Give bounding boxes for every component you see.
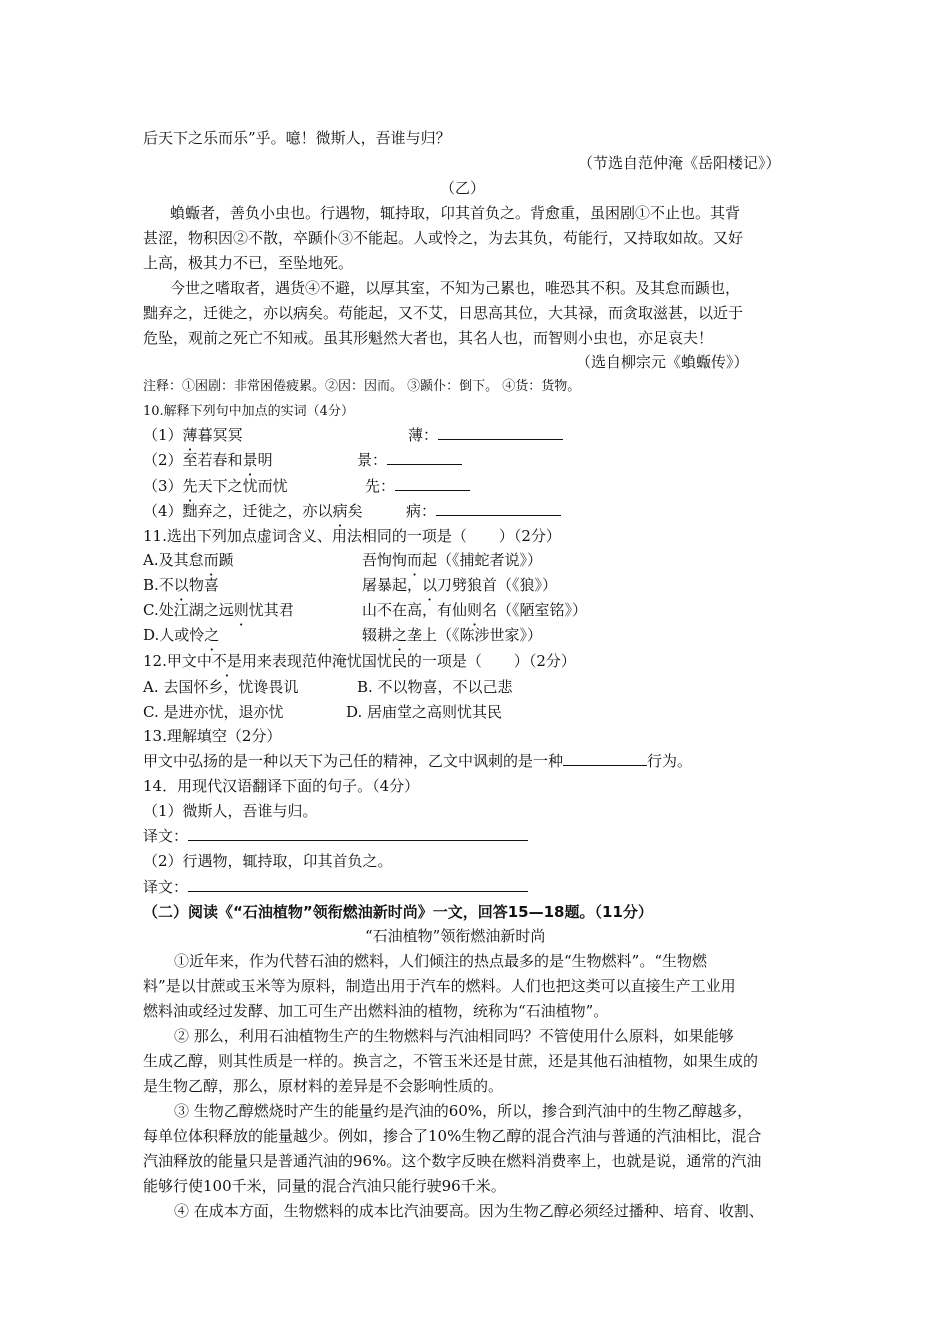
q11-option-d-right: 辍耕之垄上（《陈涉世家》） [362, 626, 543, 644]
q13-stem: 13.理解填空（2分） [143, 727, 282, 745]
q10-answer-3: 先： [365, 476, 470, 496]
yi-p1-line1: 蝜蝂者，善负小虫也。行遇物，辄持取，卬其首负之。背愈重，虽困剧①不止也。其背 [170, 204, 741, 222]
q14-stem: 14．用现代汉语翻译下面的句子。（4分） [143, 777, 420, 795]
article-p2-line3: 是生物乙醇，那么，原材料的差异是不会影响性质的。 [143, 1077, 504, 1095]
q12-stem: 12.甲文中不是用来表现范仲淹忧国忧民的一项是（ ）（2分） [143, 652, 576, 670]
q11-option-b-left: B.不以物喜 [143, 576, 219, 594]
dotted-word: 而 [407, 551, 423, 569]
dotted-word: 先 [182, 477, 198, 495]
dotted-word: 之 [204, 626, 220, 644]
q10-answer-4: 病： [406, 501, 561, 521]
answer-blank[interactable] [563, 751, 647, 766]
article-p3-line3: 汽油释放的能量只是普通汽油的96%。这个数字反映在燃料消费率上，也就是说，通常的汽油 [143, 1152, 762, 1170]
dotted-word: 以 [422, 576, 438, 594]
q12-option-c: C. 是进亦忧，退亦忧 [143, 703, 284, 721]
answer-blank[interactable] [387, 450, 462, 465]
q11-option-d-left: D.人或怜之 [143, 626, 220, 644]
jia-source: （节选自范仲淹《岳阳楼记》） [578, 154, 781, 172]
dotted-word: 病 [332, 502, 348, 520]
q10-item-1: （1）薄暮冥冥 [143, 426, 243, 444]
q11-option-c-right: 山不在高，有仙则名（《陋室铭》） [362, 601, 588, 619]
yi-source: （选自柳宗元《蝜蝂传》） [576, 353, 749, 371]
q11-option-a-right: 吾恂恂而起（《捕蛇者说》） [362, 551, 543, 569]
q10-answer-2: 景： [357, 450, 462, 470]
answer-blank[interactable] [436, 501, 561, 516]
q14-sentence-1: （1）微斯人，吾谁与归。 [143, 802, 318, 820]
dotted-word: 则 [233, 601, 249, 619]
answer-blank[interactable] [188, 826, 528, 841]
q11-option-c-left: C.处江湖之远则忧其君 [143, 601, 294, 619]
article-p1-line3: 燃料油或经过发酵、加工可生产出燃料油的植物，统称为“石油植物”。 [143, 1002, 609, 1020]
article-p4-line1: ④ 在成本方面，生物燃料的成本比汽油要高。因为生物乙醇必须经过播种、培育、收割、 [174, 1202, 764, 1220]
yi-p1-line3: 上高，极其力不已，至坠地死。 [143, 254, 354, 272]
q13-text: 甲文中弘扬的是一种以天下为己任的精神，乙文中讽刺的是一种 行为。 [143, 752, 693, 770]
section2-heading: （二）阅读《“石油植物”领衔燃油新时尚》一文，回答15—18题。（11分） [143, 903, 653, 921]
q10-stem: 10.解释下列句中加点的实词（4分） [143, 404, 354, 419]
yi-title: （乙） [440, 179, 486, 197]
answer-blank[interactable] [438, 425, 563, 440]
yi-p1-line2: 甚涩，物积因②不散，卒踬仆③不能起。人或怜之，为去其负，苟能行，又持取如故。又好 [143, 229, 744, 247]
dotted-word: 薄 [182, 426, 198, 444]
dotted-word: 则 [467, 601, 483, 619]
article-p3-line1: ③ 生物乙醇燃烧时产生的能量约是汽油的60%，所以，掺合到汽油中的生物乙醇越多， [174, 1102, 753, 1120]
dotted-word: 而 [203, 551, 219, 569]
q14-sentence-2: （2）行遇物，辄持取，卬其首负之。 [143, 852, 393, 870]
q12-option-a: A. 去国怀乡，忧谗畏讥 [143, 678, 299, 696]
q12-option-d: D. 居庙堂之高则忧其民 [346, 703, 503, 721]
article-p1-line2: 料”是以甘蔗或玉米等为原料，制造出用于汽车的燃料。人们也把这类可以直接生产工业用 [143, 977, 736, 995]
yi-p2-line3: 危坠，观前之死亡不知戒。虽其形魁然大者也，其名人也，而智则小虫也，亦足哀夫！ [143, 329, 714, 347]
q10-item-3: （3）先天下之忧而忧 [143, 477, 288, 495]
dotted-word: 景 [242, 451, 258, 469]
q14-translation-2: 译文： [143, 877, 528, 897]
dotted-word: 以 [173, 576, 189, 594]
q10-item-4: （4）黜弃之，迁徙之，亦以病矣 [143, 502, 363, 520]
article-p3-line2: 每单位体积释放的能量越少。例如，掺合了10%生物乙醇的混合汽油与普通的汽油相比，混合 [143, 1127, 762, 1145]
article-p2-line2: 生成乙醇，则其性质是一样的。换言之，不管玉米还是甘蔗，还是其他石油植物，如果生成的 [143, 1052, 759, 1070]
article-title: “石油植物”领衔燃油新时尚 [365, 927, 546, 945]
q10-answer-1: 薄： [408, 425, 563, 445]
q11-option-a-left: A.及其怠而踬 [143, 551, 234, 569]
answer-blank[interactable] [395, 476, 470, 491]
q12-option-b: B. 不以物喜，不以己悲 [357, 678, 513, 696]
q11-option-b-right: 屠暴起，以刀劈狼首（《狼》） [362, 576, 558, 594]
notes: 注释：①困剧：非常困倦疲累。②因：因而。 ③踬仆：倒下。 ④货：货物。 [143, 379, 581, 394]
q11-stem: 11.选出下列加点虚词含义、用法相同的一项是（ ）（2分） [143, 527, 561, 545]
q10-item-2: （2）至若春和景明 [143, 451, 273, 469]
q14-translation-1: 译文： [143, 826, 528, 846]
article-p2-line1: ② 那么，利用石油植物生产的生物燃料与汽油相同吗？不管使用什么原料，如果能够 [174, 1027, 734, 1045]
yi-p2-line1: 今世之嗜取者，遇货④不避，以厚其室，不知为己累也，唯恐其不积。及其怠而踬也， [170, 279, 741, 297]
dotted-word: 不是 [211, 652, 242, 670]
jia-tail-line: 后天下之乐而乐”乎。噫！微斯人，吾谁与归？ [143, 129, 451, 147]
yi-p2-line2: 黜弃之，迁徙之，亦以病矣。苟能起，又不艾，日思高其位，大其禄，而贪取滋甚，以近于 [143, 304, 744, 322]
answer-blank[interactable] [188, 877, 528, 892]
article-p1-line1: ①近年来，作为代替石油的燃料，人们倾注的热点最多的是“生物燃料”。“生物燃 [174, 952, 708, 970]
dotted-word: 之 [392, 626, 408, 644]
article-p3-line4: 能够行使100千米，同量的混合汽油只能行驶96千米。 [143, 1177, 506, 1195]
